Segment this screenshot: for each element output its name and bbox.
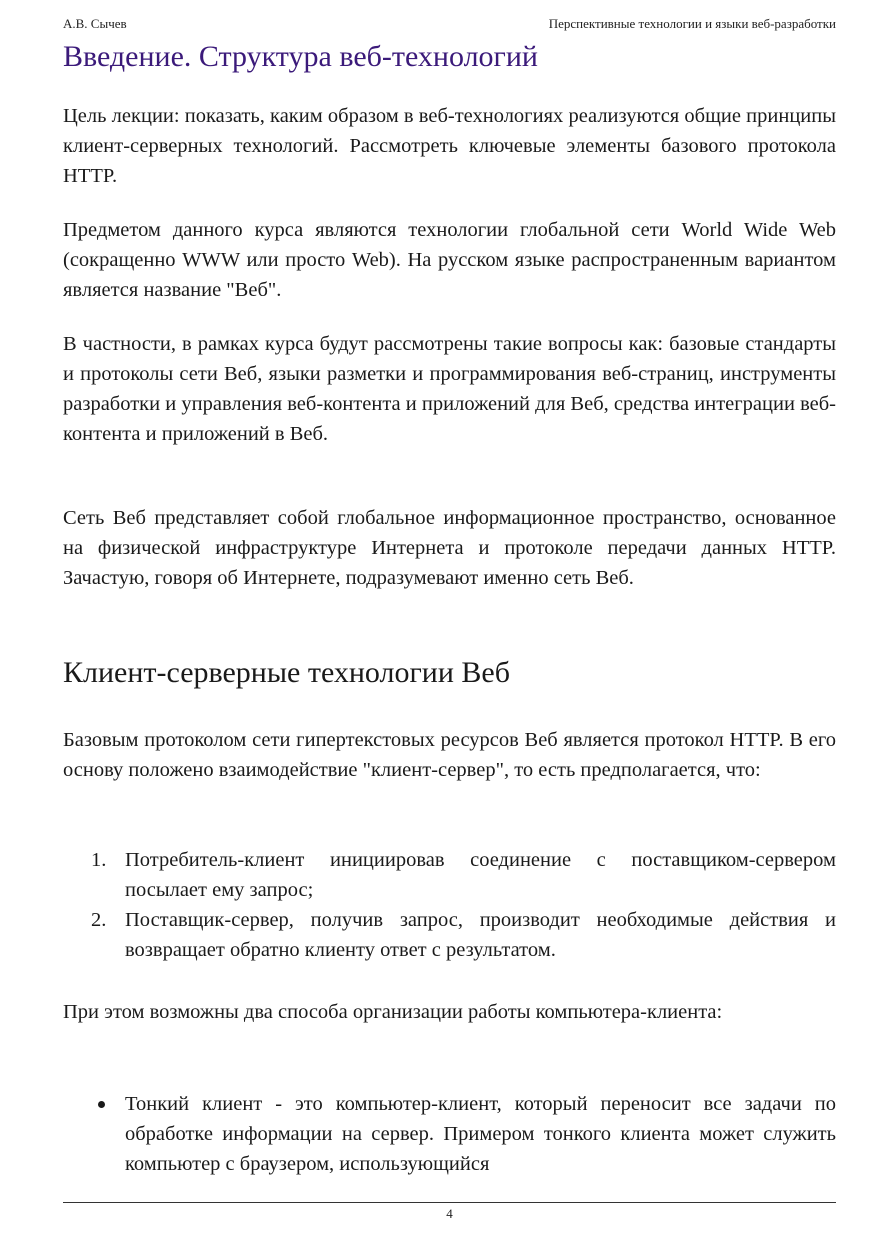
course-topics-paragraph: В частности, в рамках курса будут рассмотрены такие вопросы как: базовые стандарты и протоколы сети Веб, языки разметки и программирования веб-страниц, инструменты разработки и управления веб-контента и приложений для Веб, средства интеграции веб-контента и приложений в Веб. <box>63 333 836 445</box>
list-item-text: Поставщик-сервер, получив запрос, производит необходимые действия и возвращает обратно клиенту ответ с результатом. <box>125 909 836 961</box>
footer-divider <box>63 1202 836 1203</box>
web-definition-paragraph: Сеть Веб представляет собой глобальное информационное пространство, основанное на физической инфраструктуре Интернета и протоколе передачи данных HTTP. Зачастую, говоря об Интернете, подразумевают именно сеть Веб. <box>63 507 836 589</box>
http-intro-paragraph: Базовым протоколом сети гипертекстовых ресурсов Веб является протокол HTTP. В его основу положено взаимодействие "клиент-сервер", то есть предполагается, что: <box>63 729 836 781</box>
list-item-text: Тонкий клиент - это компьютер-клиент, который переносит все задачи по обработке информации на сервер. Примером тонкого клиента может служить компьютер с браузером, использующийся <box>125 1093 836 1175</box>
document-page <box>63 0 836 1241</box>
running-header <box>63 16 836 32</box>
section-title: Клиент-серверные технологии Веб <box>63 656 510 689</box>
bullet-icon <box>98 1101 105 1108</box>
client-modes-list <box>63 1089 836 1179</box>
lecture-goal-paragraph: Цель лекции: показать, каким образом в веб-технологиях реализуются общие принципы клиент-серверных технологий. Рассмотреть ключевые элементы базового протокола HTTP. <box>63 105 836 187</box>
list-marker: 1. <box>91 849 107 871</box>
header-author: А.В. Сычев <box>63 16 127 31</box>
list-item <box>63 905 836 965</box>
course-subject-paragraph: Предметом данного курса являются технологии глобальной сети World Wide Web (сокращенно WWW или просто Web). На русском языке распространенным вариантом является название "Веб". <box>63 219 836 301</box>
client-server-steps-list <box>63 845 836 965</box>
list-marker: 2. <box>91 909 107 931</box>
list-item <box>63 845 836 905</box>
header-book-title: Перспективные технологии и языки веб-разработки <box>548 16 836 31</box>
page-number: 4 <box>446 1206 453 1221</box>
list-item-text: Потребитель-клиент инициировав соединение с поставщиком-сервером посылает ему запрос; <box>125 849 836 901</box>
client-modes-intro-paragraph: При этом возможны два способа организации работы компьютера-клиента: <box>63 1001 723 1023</box>
chapter-title: Введение. Структура веб-технологий <box>63 40 538 73</box>
list-item <box>63 1089 836 1179</box>
